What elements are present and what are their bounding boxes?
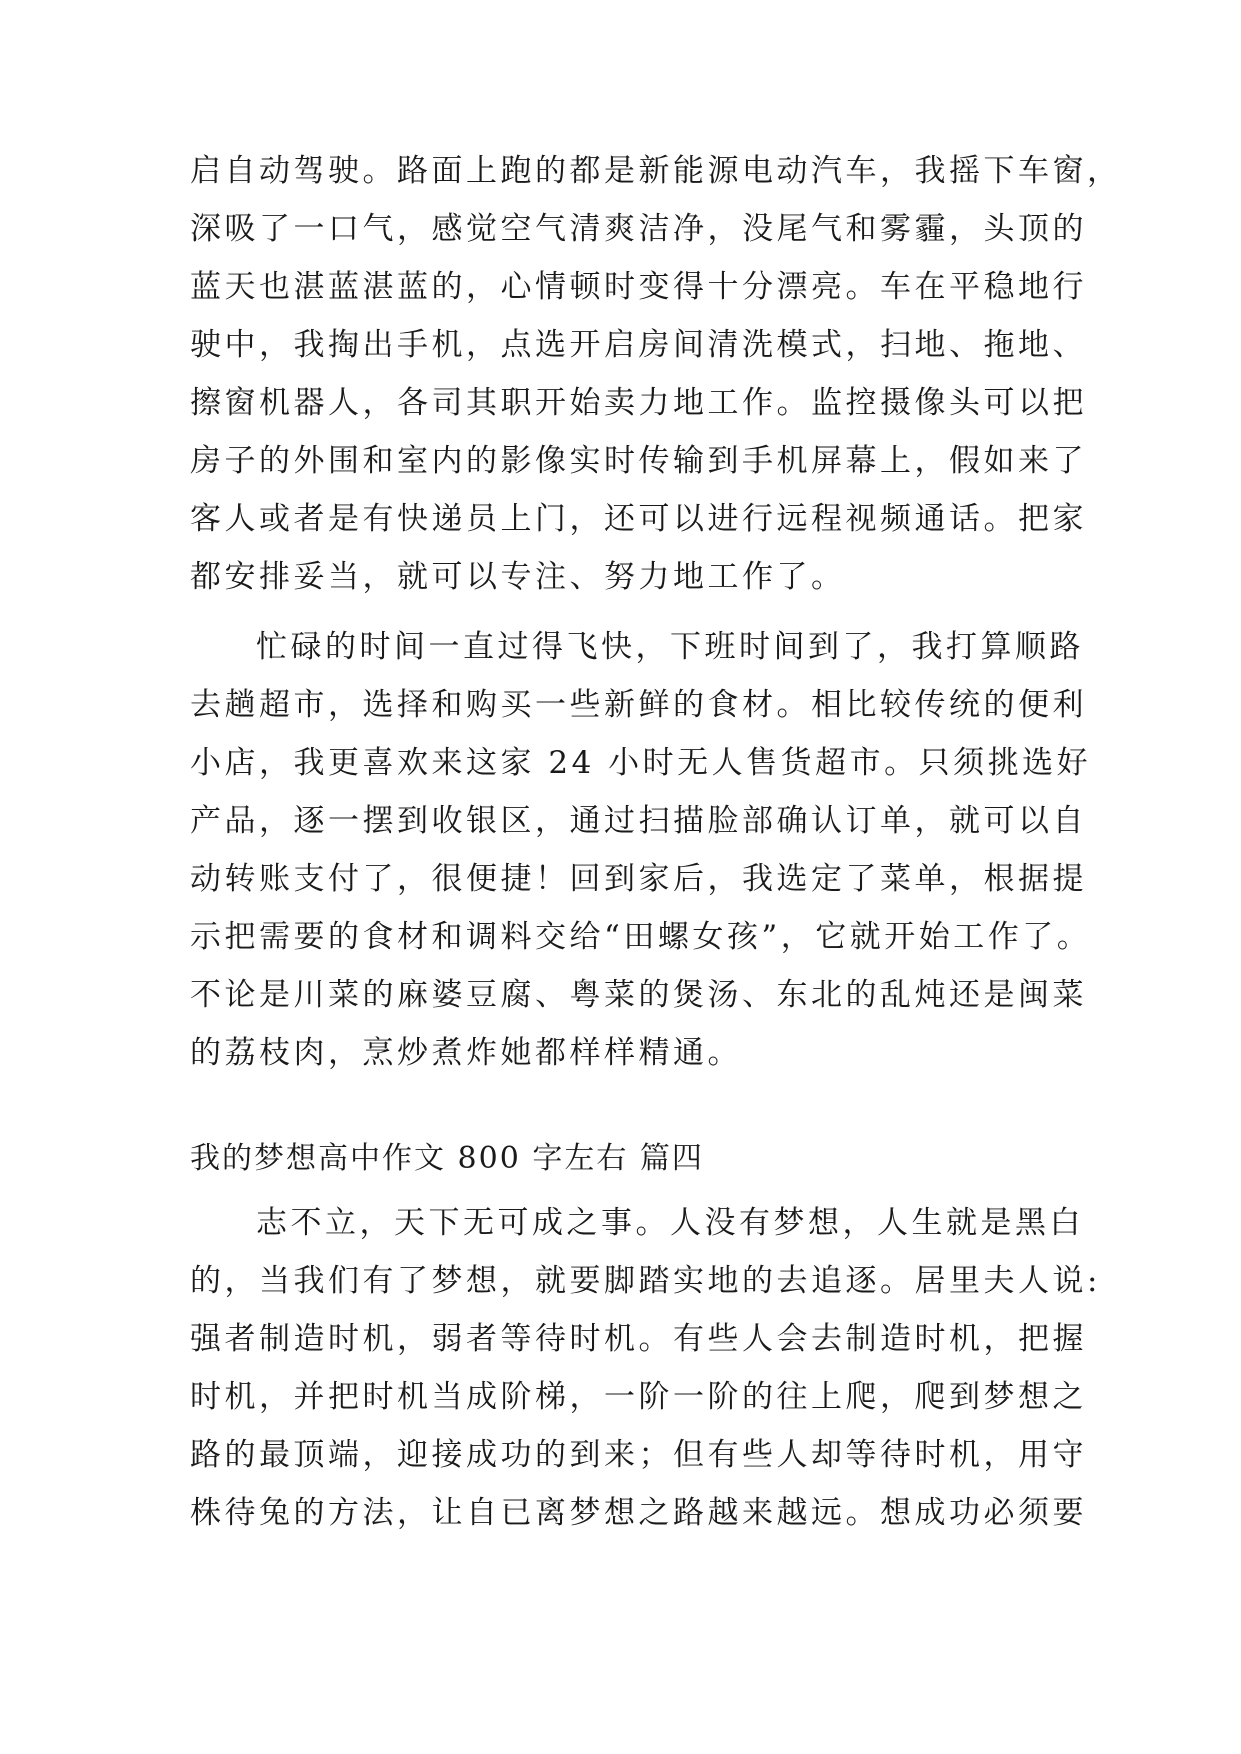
paragraph-line: 时机，并把时机当成阶梯，一阶一阶的往上爬，爬到梦想之 bbox=[190, 1379, 1087, 1415]
paragraph-line: 忙碌的时间一直过得飞快，下班时间到了，我打算顺路 bbox=[256, 629, 1084, 665]
paragraph-line: 的荔枝肉，烹炒煮炸她都样样精通。 bbox=[190, 1035, 742, 1071]
paragraph-line: 都安排妥当，就可以专注、努力地工作了。 bbox=[190, 559, 846, 595]
paragraph-line: 动转账支付了，很便捷！回到家后，我选定了菜单，根据提 bbox=[190, 861, 1087, 897]
paragraph-line: 去趟超市，选择和购买一些新鲜的食材。相比较传统的便利 bbox=[190, 687, 1087, 723]
paragraph-line: 路的最顶端，迎接成功的到来；但有些人却等待时机，用守 bbox=[190, 1437, 1087, 1473]
paragraph-line: 强者制造时机，弱者等待时机。有些人会去制造时机，把握 bbox=[190, 1321, 1087, 1357]
paragraph-line: 示把需要的食材和调料交给“田螺女孩”，它就开始工作了。 bbox=[190, 919, 1092, 955]
paragraph-line: 小店，我更喜欢来这家 24 小时无人售货超市。只须挑选好 bbox=[190, 745, 1092, 781]
paragraph-line: 志不立，天下无可成之事。人没有梦想，人生就是黑白 bbox=[256, 1205, 1084, 1241]
paragraph-line: 不论是川菜的麻婆豆腐、粤菜的煲汤、东北的乱炖还是闽菜 bbox=[190, 977, 1087, 1013]
paragraph-line: 蓝天也湛蓝湛蓝的，心情顿时变得十分漂亮。车在平稳地行 bbox=[190, 269, 1087, 305]
paragraph-line: 产品，逐一摆到收银区，通过扫描脸部确认订单，就可以自 bbox=[190, 803, 1087, 839]
paragraph-line: 房子的外围和室内的影像实时传输到手机屏幕上，假如来了 bbox=[190, 443, 1087, 479]
paragraph-line: 株待兔的方法，让自已离梦想之路越来越远。想成功必须要 bbox=[190, 1495, 1087, 1531]
paragraph-line: 驶中，我掏出手机，点选开启房间清洗模式，扫地、拖地、 bbox=[190, 327, 1087, 363]
paragraph-line: 深吸了一口气，感觉空气清爽洁净，没尾气和雾霾，头顶的 bbox=[190, 211, 1087, 247]
paragraph-line: 的，当我们有了梦想，就要脚踏实地的去追逐。居里夫人说: bbox=[190, 1263, 1101, 1299]
paragraph-line: 客人或者是有快递员上门，还可以进行远程视频通话。把家 bbox=[190, 501, 1087, 537]
section-heading: 我的梦想高中作文 800 字左右 篇四 bbox=[190, 1141, 704, 1176]
paragraph-line: 启自动驾驶。路面上跑的都是新能源电动汽车，我摇下车窗， bbox=[190, 153, 1122, 189]
paragraph-line: 擦窗机器人，各司其职开始卖力地工作。监控摄像头可以把 bbox=[190, 385, 1087, 421]
